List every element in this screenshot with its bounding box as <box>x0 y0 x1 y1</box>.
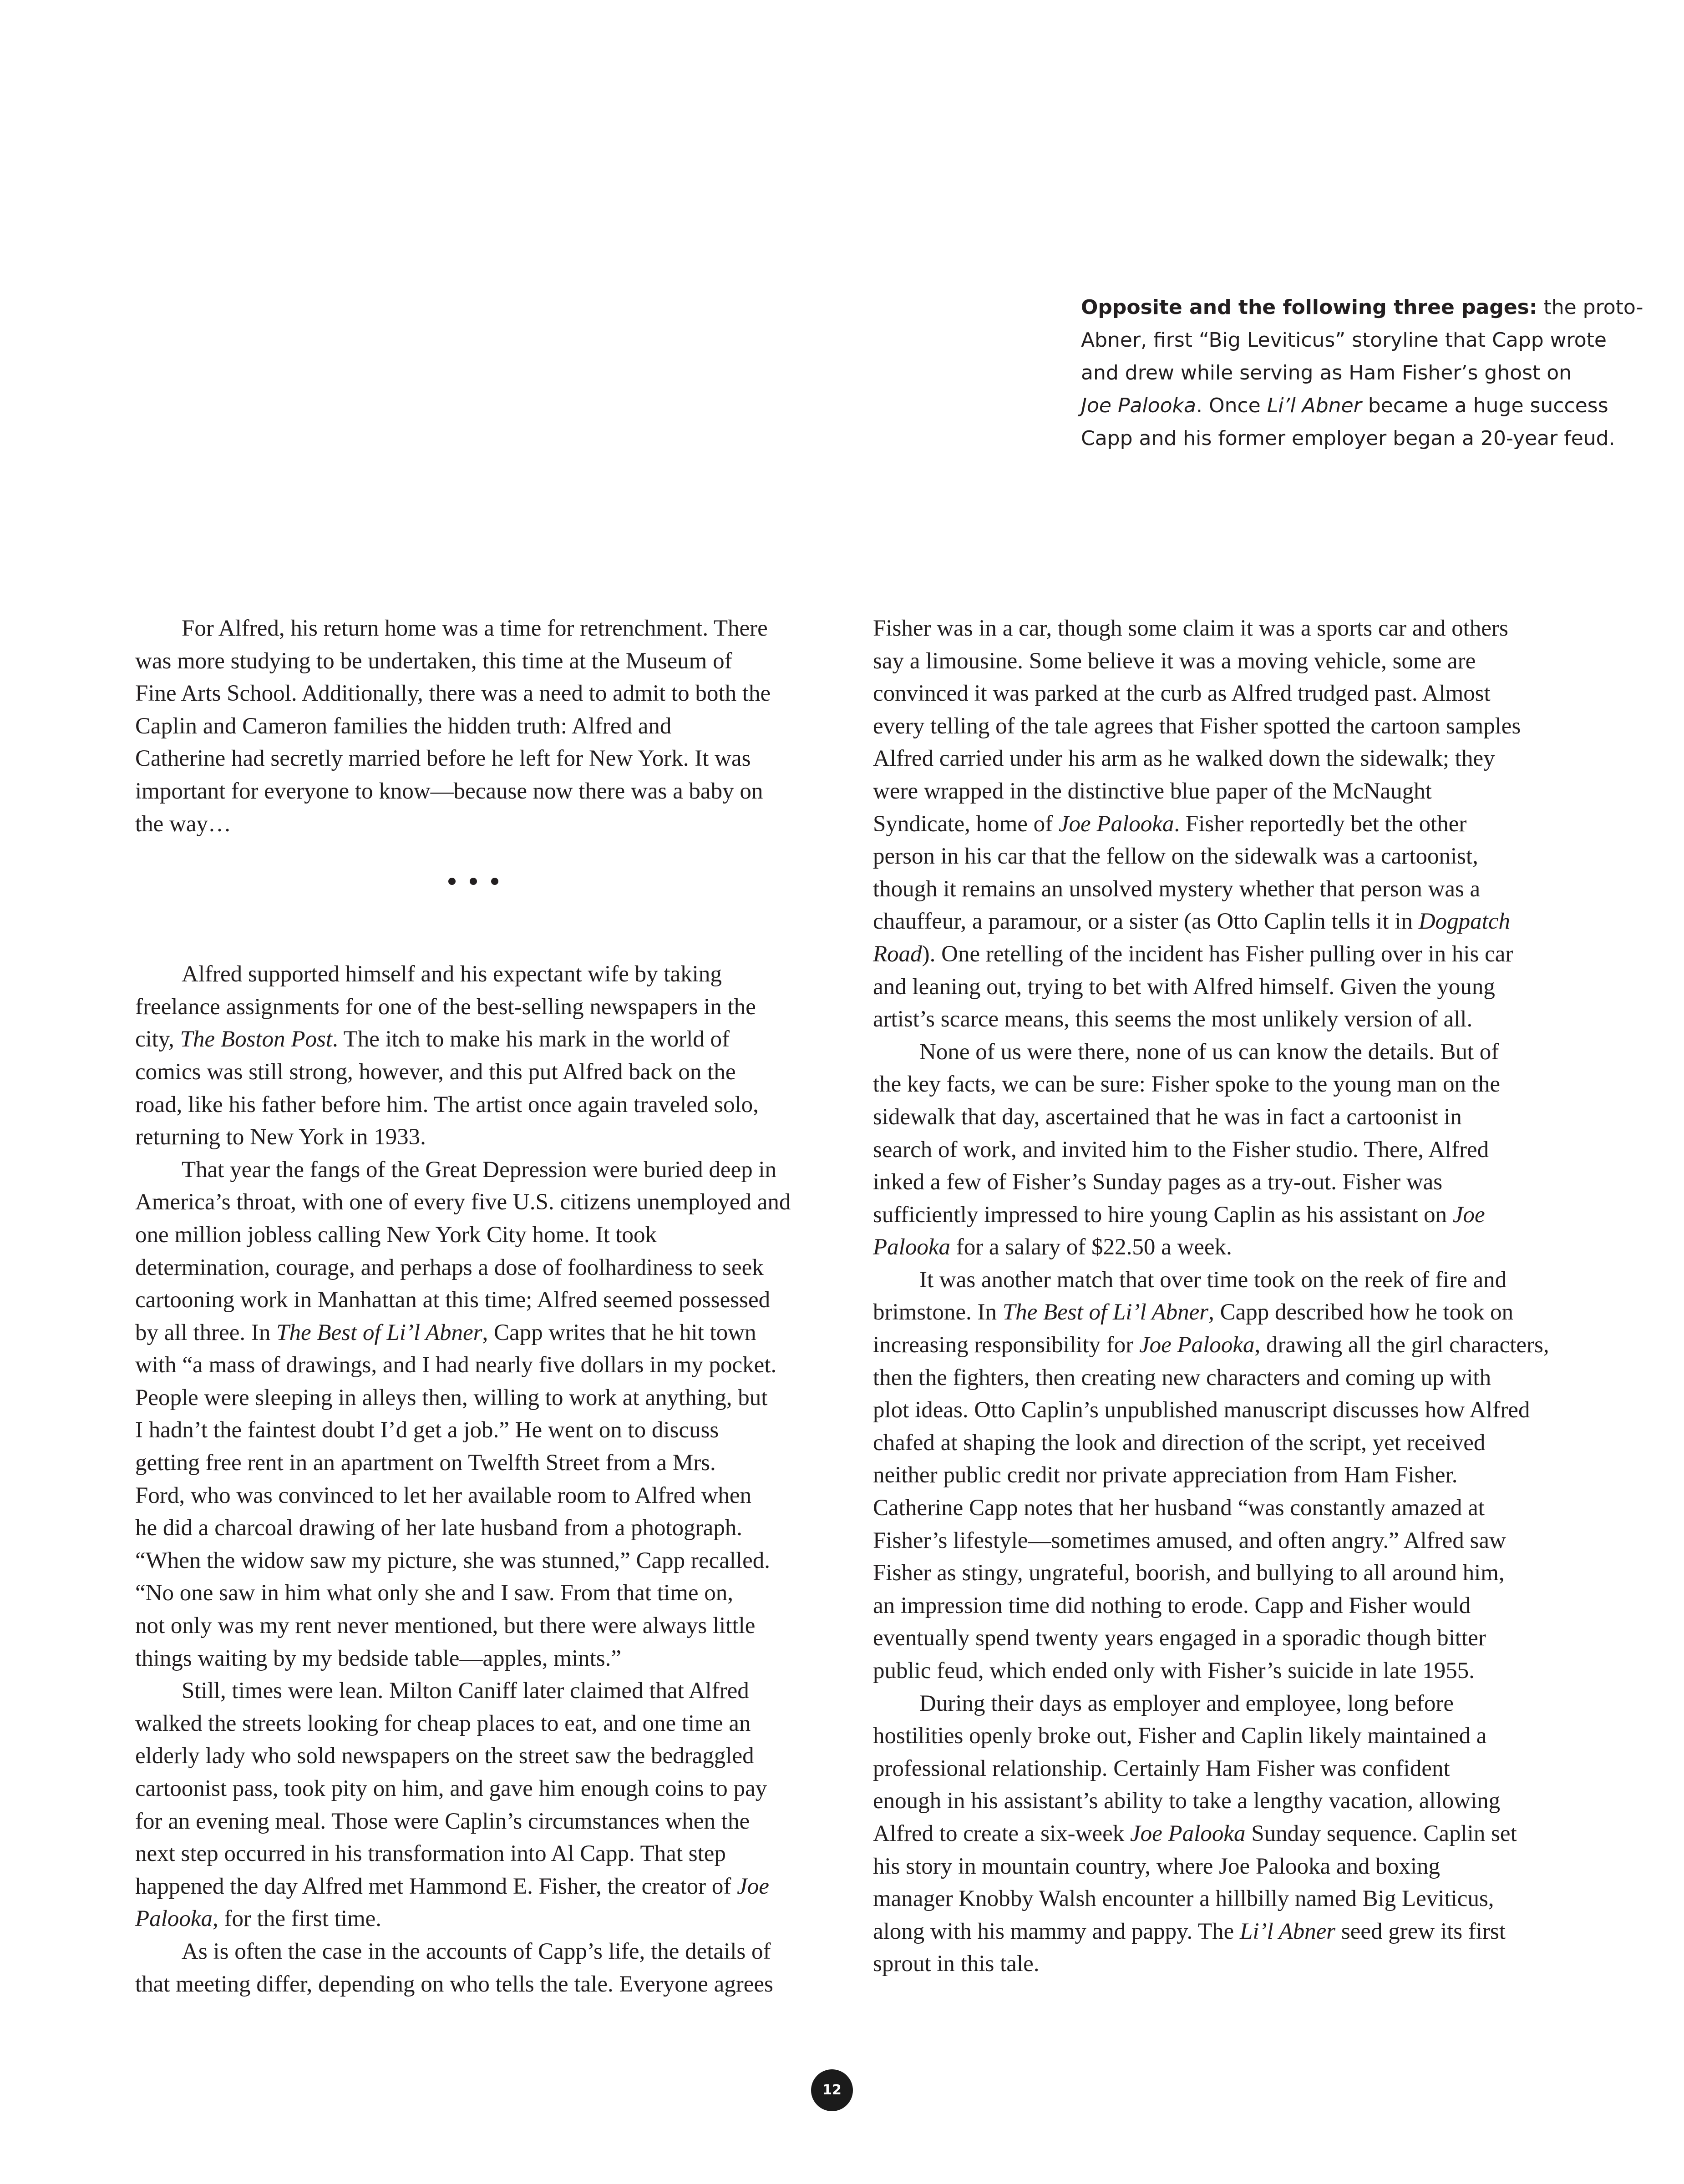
page-number-badge <box>811 2069 853 2111</box>
paragraph: As is often the case in the accounts of Capp’s life, the details of that meeting differ, depending on who tells the tale. Everyone agrees <box>135 1938 773 1997</box>
body-column-right <box>873 612 1556 1981</box>
body-column-left <box>135 612 818 2001</box>
caption-line: Opposite and the following three pages: the proto- <box>1081 296 1643 319</box>
paragraph: It was another match that over time took on the reek of fire and brimstone. In The Best of Li’l Abner, Capp described how he took on increasing responsibility for Joe Palooka, drawing all the girl characters, then the fighters, then creating new characters and coming up with plot ideas. Otto Caplin’s unpublished manuscript discusses how Alfred chafed at shaping the look and direction of the script, yet received neither public credit nor private appreciation from Ham Fisher. Catherine Capp notes that her husband “was constantly amazed at Fisher’s lifestyle—sometimes amused, and often angry.” Alfred saw Fisher as stingy, ungrateful, boorish, and bullying to all around him, an impression time did nothing to erode. Capp and Fisher would eventually spend twenty years engaged in a sporadic though bitter public feud, which ended only with Fisher’s suicide in late 1955. <box>873 1267 1549 1684</box>
ornament-dot <box>491 878 498 885</box>
section-break <box>135 840 818 958</box>
paragraph: None of us were there, none of us can know the details. But of the key facts, we can be sure: Fisher spoke to the young man on the sidewalk that day, ascertained that he was in fact a cartoonist in search of work, and invited him to the Fisher studio. There, Alfred inked a few of Fisher’s Sunday pages as a try-out. Fisher was sufficiently impressed to hire young Caplin as his assistant on Joe Palooka for a salary of $22.50 a week. <box>873 1039 1501 1260</box>
caption-line: Joe Palooka. Once Li’l Abner became a huge success <box>1081 394 1608 417</box>
caption-line: Capp and his former employer began a 20-year feud. <box>1081 427 1615 450</box>
paragraph: During their days as employer and employee, long before hostilities openly broke out, Fisher and Caplin likely maintained a professional relationship. Certainly Ham Fisher was confident enough in his assistant’s ability to take a lengthy vacation, allowing Alfred to create a six-week Joe Palooka Sunday sequence. Caplin set his story in mountain country, where Joe Palooka and boxing manager Knobby Walsh encounter a hillbilly named Big Leviticus, along with his mammy and pappy. The Li’l Abner seed grew its first sprout in this tale. <box>873 1690 1517 1977</box>
paragraph: For Alfred, his return home was a time for retrenchment. There was more studying to be undertaken, this time at the Museum of Fine Arts School. Additionally, there was a need to admit to both the Caplin and Cameron families the hidden truth: Alfred and Catherine had secretly married before he left for New York. It was important for everyone to know—because now there was a baby on the way… <box>135 616 771 837</box>
ornament-dot <box>470 878 477 885</box>
page-number: 12 <box>822 2082 842 2098</box>
caption-line: and drew while serving as Ham Fisher’s ghost on <box>1081 361 1572 384</box>
figure-caption <box>1081 291 1643 455</box>
paragraph: Still, times were lean. Milton Caniff later claimed that Alfred walked the streets looking for cheap places to eat, and one time an elderly lady who sold newspapers on the street saw the bedraggled cartoonist pass, took pity on him, and gave him enough coins to pay for an evening meal. Those were Caplin’s circumstances when the next step occurred in his transformation into Al Capp. That step happened the day Alfred met Hammond E. Fisher, the creator of Joe Palooka, for the first time. <box>135 1678 769 1932</box>
caption-lead: Opposite and the following three pages: <box>1081 296 1537 319</box>
paragraph: That year the fangs of the Great Depression were buried deep in America’s throat, with one of every five U.S. citizens unemployed and one million jobless calling New York City home. It took determination, courage, and perhaps a dose of foolhardiness to seek cartooning work in Manhattan at this time; Alfred seemed possessed by all three. In The Best of Li’l Abner, Capp writes that he hit town with “a mass of drawings, and I had nearly five dollars in my pocket. People were sleeping in alleys then, willing to work at anything, but I hadn’t the faintest doubt I’d get a job.” He went on to discuss getting free rent in an apartment on Twelfth Street from a Mrs. Ford, who was convinced to let her available room to Alfred when he did a charcoal drawing of her late husband from a photograph. “When the widow saw my picture, she was stunned,” Capp recalled. “No one saw in him what only she and I saw. From that time on, not only was my rent never mentioned, but there were always little things waiting by my bedside table—apples, mints.” <box>135 1157 791 1671</box>
caption-line: Abner, first “Big Leviticus” storyline that Capp wrote <box>1081 329 1607 352</box>
paragraph: Alfred supported himself and his expectant wife by taking freelance assignments for one of the best-selling newspapers in the city, The Boston Post. The itch to make his mark in the world of comics was still strong, however, and this put Alfred back on the road, like his father before him. The artist once again traveled solo, returning to New York in 1933. <box>135 961 759 1150</box>
ornament-dot <box>448 878 456 885</box>
paragraph: Fisher was in a car, though some claim it was a sports car and others say a limousine. Some believe it was a moving vehicle, some are convinced it was parked at the curb as Alfred trudged past. Almost every telling of the tale agrees that Fisher spotted the cartoon samples Alfred carried under his arm as he walked down the sidewalk; they were wrapped in the distinctive blue paper of the McNaught Syndicate, home of Joe Palooka. Fisher reportedly bet the other person in his car that the fellow on the sidewalk was a cartoonist, though it remains an unsolved mystery whether that person was a chauffeur, a paramour, or a sister (as Otto Caplin tells it in Dogpatch Road). One retelling of the incident has Fisher pulling over in his car and leaning out, trying to bet with Alfred himself. Given the young artist’s scarce means, this seems the most unlikely version of all. <box>873 616 1521 1032</box>
